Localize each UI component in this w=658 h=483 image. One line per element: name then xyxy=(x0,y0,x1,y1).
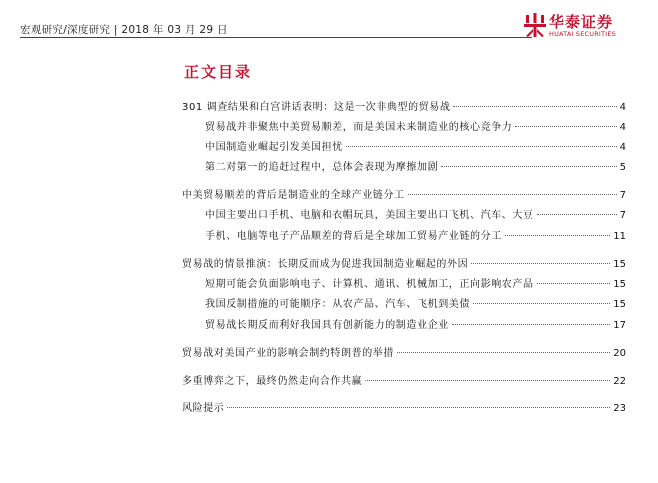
logo-english-name: HUATAI SECURITIES xyxy=(549,30,616,38)
toc-entry-page: 15 xyxy=(613,279,626,290)
toc-entry[interactable] xyxy=(205,298,626,312)
toc-entry-title: 中国主要出口手机、电脑和衣帽玩具，美国主要出口飞机、汽车、大豆 xyxy=(205,210,534,221)
toc-entry-title: 贸易战长期反而利好我国具有创新能力的制造业企业 xyxy=(205,320,449,331)
dot-leader xyxy=(365,380,610,381)
toc-entry[interactable] xyxy=(182,101,626,115)
toc-entry-page: 7 xyxy=(619,190,626,201)
toc-title: 正文目录 xyxy=(184,63,253,81)
toc-entry-page: 15 xyxy=(613,259,626,270)
dot-leader xyxy=(473,303,610,304)
toc-entry[interactable] xyxy=(205,141,626,155)
toc-entry[interactable] xyxy=(182,347,626,361)
toc-entry[interactable] xyxy=(205,121,626,135)
toc-entry[interactable] xyxy=(205,161,626,175)
toc-entry-page: 4 xyxy=(619,142,626,153)
toc-entry[interactable] xyxy=(182,375,626,389)
toc-entry[interactable] xyxy=(182,402,626,416)
toc-entry[interactable] xyxy=(205,230,626,244)
toc-entry-page: 22 xyxy=(613,376,626,387)
toc-entry[interactable] xyxy=(182,258,626,272)
toc-entry-title: 301 调查结果和白宫讲话表明：这是一次非典型的贸易战 xyxy=(182,102,451,113)
dot-leader xyxy=(397,352,610,353)
toc-entry[interactable] xyxy=(205,278,626,292)
toc-entry-page: 17 xyxy=(613,320,626,331)
report-breadcrumb: 宏观研究/深度研究 | 2018 年 03 月 29 日 xyxy=(20,24,228,36)
toc-entry-title: 第二对第一的追赶过程中，总体会表现为摩擦加剧 xyxy=(205,162,439,173)
toc-entry-page: 20 xyxy=(613,348,626,359)
dot-leader xyxy=(515,126,616,127)
dot-leader xyxy=(227,407,610,408)
dot-leader xyxy=(441,166,616,167)
dot-leader xyxy=(346,146,617,147)
dot-leader xyxy=(505,235,610,236)
toc-entry-page: 7 xyxy=(619,210,626,221)
toc-entry-title: 贸易战的情景推演：长期反而成为促进我国制造业崛起的外因 xyxy=(182,259,469,270)
toc-entry-title: 手机、电脑等电子产品顺差的背后是全球加工贸易产业链的分工 xyxy=(205,231,502,242)
dot-leader xyxy=(537,283,611,284)
toc-entry[interactable] xyxy=(205,209,626,223)
toc-entry-title: 风险提示 xyxy=(182,403,225,414)
toc-entry-page: 23 xyxy=(613,403,626,414)
toc-entry-title: 我国反制措施的可能顺序：从农产品、汽车、飞机到美债 xyxy=(205,299,470,310)
toc-entry-title: 多重博弈之下，最终仍然走向合作共赢 xyxy=(182,376,363,387)
toc-entry-title: 中国制造业崛起引发美国担忧 xyxy=(205,142,343,153)
toc-entry-title: 短期可能会负面影响电子、计算机、通讯、机械加工，正向影响农产品 xyxy=(205,279,534,290)
dot-leader xyxy=(408,194,617,195)
toc-entry-page: 4 xyxy=(619,122,626,133)
toc-entry-page: 15 xyxy=(613,299,626,310)
toc-entry-page: 4 xyxy=(619,102,626,113)
toc-entry-page: 5 xyxy=(619,162,626,173)
toc-entry-title: 贸易战并非聚焦中美贸易顺差，而是美国未来制造业的核心竞争力 xyxy=(205,122,513,133)
logo-chinese-name: 华泰证券 xyxy=(549,13,614,31)
toc-entry[interactable] xyxy=(205,319,626,333)
toc-entry[interactable] xyxy=(182,189,626,203)
toc-entry-title: 中美贸易顺差的背后是制造业的全球产业链分工 xyxy=(182,190,405,201)
dot-leader xyxy=(537,214,617,215)
dot-leader xyxy=(471,263,610,264)
dot-leader xyxy=(452,324,610,325)
toc-entry-page: 11 xyxy=(613,231,626,242)
dot-leader xyxy=(453,106,616,107)
toc-entry-title: 贸易战对美国产业的影响会制约特朗普的举措 xyxy=(182,348,394,359)
